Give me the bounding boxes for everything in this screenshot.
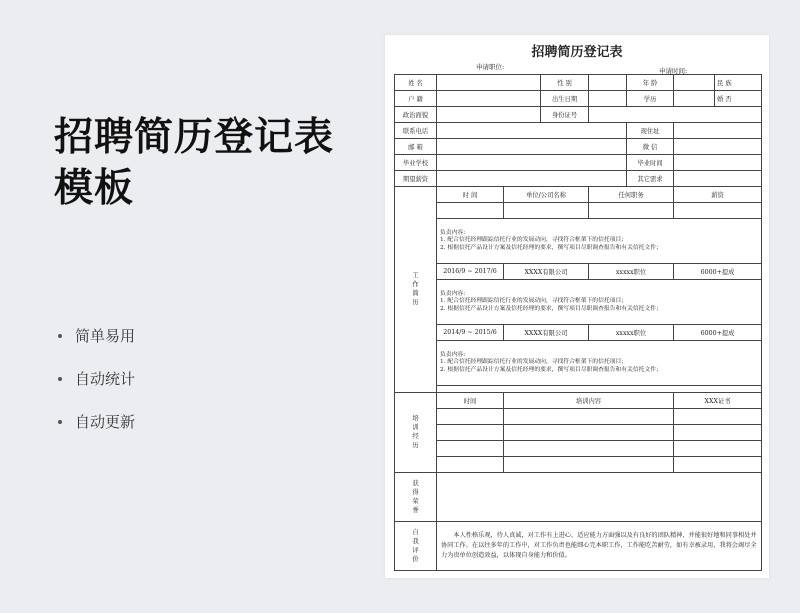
resume-form-preview <box>385 35 769 578</box>
job-pay: 6000+提成 <box>674 325 762 341</box>
training-header-cert: XXX证书 <box>674 393 762 409</box>
duty-block: 负责内容: 1. 配合信托经理跟踪信托行业的发展动向，寻找符合框架下的信托项目； 2. 根据信托产品设计方案及信托经理的要求，撰写项目尽职调查报告和有关信托文件； <box>437 341 762 386</box>
cell-label: 姓 名 <box>395 75 437 91</box>
cell-label: 联系电话 <box>395 123 437 139</box>
duty-block: 负责内容: 1. 配合信托经理跟踪信托行业的发展动向，寻找符合框架下的信托项目； 2. 根据信托产品设计方案及信托经理的要求，撰写项目尽职调查报告和有关信托文件； <box>437 280 762 325</box>
work-header-pay: 薪资 <box>674 187 762 203</box>
table-row <box>395 264 762 280</box>
cell-label: 邮 箱 <box>395 139 437 155</box>
cell-value <box>437 123 627 139</box>
cell-label: 身份证号 <box>541 107 589 123</box>
cell-value <box>674 171 762 187</box>
table-row <box>395 341 762 386</box>
self-section-label: 自我评价 <box>395 522 437 571</box>
cell-value <box>437 155 627 171</box>
table-row <box>395 187 762 203</box>
cell-label: 毕业学校 <box>395 155 437 171</box>
bullet-dot-icon <box>58 334 62 338</box>
headline <box>54 112 364 214</box>
cell-value <box>674 91 715 107</box>
feature-label: 自动统计 <box>75 370 136 388</box>
feature-item <box>58 400 135 443</box>
table-row <box>395 386 762 393</box>
table-row <box>395 91 762 107</box>
apply-time-label: 申请时间: <box>659 67 688 75</box>
duty-block: 负责内容: 1. 配合信托经理跟踪信托行业的发展动向，寻找符合框架下的信托项目； 2. 根据信托产品设计方案及信托经理的要求，撰写项目尽职调查报告和有关信托文件； <box>437 219 762 264</box>
cell-label: 民 族 <box>715 75 762 91</box>
training-section-label: 培训经历 <box>395 393 437 473</box>
honors-section-label: 获得荣誉 <box>395 473 437 522</box>
headline-line-2: 模板 <box>54 166 135 211</box>
cell-label: 毕业时间 <box>627 155 674 171</box>
table-row <box>395 441 762 457</box>
job-post: xxxxx职位 <box>589 325 674 341</box>
table-row <box>395 522 762 571</box>
cell-value <box>589 91 627 107</box>
training-header-time: 时间 <box>437 393 504 409</box>
cell-value <box>437 171 627 187</box>
table-row <box>395 457 762 473</box>
cell-value <box>437 139 627 155</box>
resume-table <box>394 74 762 571</box>
table-row <box>395 139 762 155</box>
cell-label: 学历 <box>627 91 674 107</box>
cell-label: 年 龄 <box>627 75 674 91</box>
headline-line-1: 招聘简历登记表 <box>54 115 335 160</box>
table-row <box>395 171 762 187</box>
table-row <box>395 473 762 522</box>
cell-label: 性 别 <box>541 75 589 91</box>
table-row <box>395 280 762 325</box>
table-row <box>395 219 762 264</box>
cell-value <box>437 107 541 123</box>
cell-label: 政治面貌 <box>395 107 437 123</box>
table-row <box>395 123 762 139</box>
feature-label: 自动更新 <box>75 413 136 431</box>
job-pay: 6000+提成 <box>674 264 762 280</box>
self-evaluation-text: 本人性格乐观，待人真诚，对工作有上进心，适应能力方面强以及有良好的团队精神，并能很好地和同事相处并协同工作。在以往多年的工作中，对工作负责也能细心完本职工作，工作能吃苦耐劳，如有幸被录用，我将会竭尽全力为贵单位创造效益，以体现自身能力和价值。 <box>437 522 762 571</box>
feature-item <box>58 314 135 357</box>
work-section-label: 工作简历 <box>395 187 437 393</box>
cell-value <box>674 155 762 171</box>
bullet-dot-icon <box>58 377 62 381</box>
apply-position-label: 申请职位: <box>476 63 505 71</box>
job-time: 2014/9 ~ 2015/6 <box>437 325 504 341</box>
feature-item <box>58 357 135 400</box>
cell-value <box>674 123 762 139</box>
cell-label: 户 籍 <box>395 91 437 107</box>
cell-value <box>674 75 715 91</box>
bullet-dot-icon <box>58 420 62 424</box>
work-header-company: 单位/公司名称 <box>504 187 589 203</box>
cell-value <box>589 75 627 91</box>
table-row <box>395 155 762 171</box>
honors-content <box>437 473 762 522</box>
cell-label: 期望薪资 <box>395 171 437 187</box>
cell-value <box>674 139 762 155</box>
work-header-time: 时 间 <box>437 187 504 203</box>
feature-label: 简单易用 <box>75 327 136 345</box>
cell-label: 出生日期 <box>541 91 589 107</box>
job-time: 2016/9 ~ 2017/6 <box>437 264 504 280</box>
table-row <box>395 203 762 219</box>
cell-label: 婚 否 <box>715 91 762 107</box>
form-title: 招聘简历登记表 <box>531 45 623 60</box>
cell-label: 其它需求 <box>627 171 674 187</box>
cell-label: 现住址 <box>627 123 674 139</box>
table-row <box>395 107 762 123</box>
job-company: XXXX有限公司 <box>504 325 589 341</box>
work-header-post: 任何职务 <box>589 187 674 203</box>
cell-label: 微 信 <box>627 139 674 155</box>
table-row <box>395 393 762 409</box>
table-row <box>395 75 762 91</box>
job-company: XXXX有限公司 <box>504 264 589 280</box>
cell-value <box>589 107 762 123</box>
table-row <box>395 425 762 441</box>
table-row <box>395 409 762 425</box>
job-post: xxxxx职位 <box>589 264 674 280</box>
cell-value <box>437 91 541 107</box>
feature-list <box>58 314 135 443</box>
table-row <box>395 325 762 341</box>
cell-value <box>437 75 541 91</box>
training-header-content: 培训内容 <box>504 393 674 409</box>
